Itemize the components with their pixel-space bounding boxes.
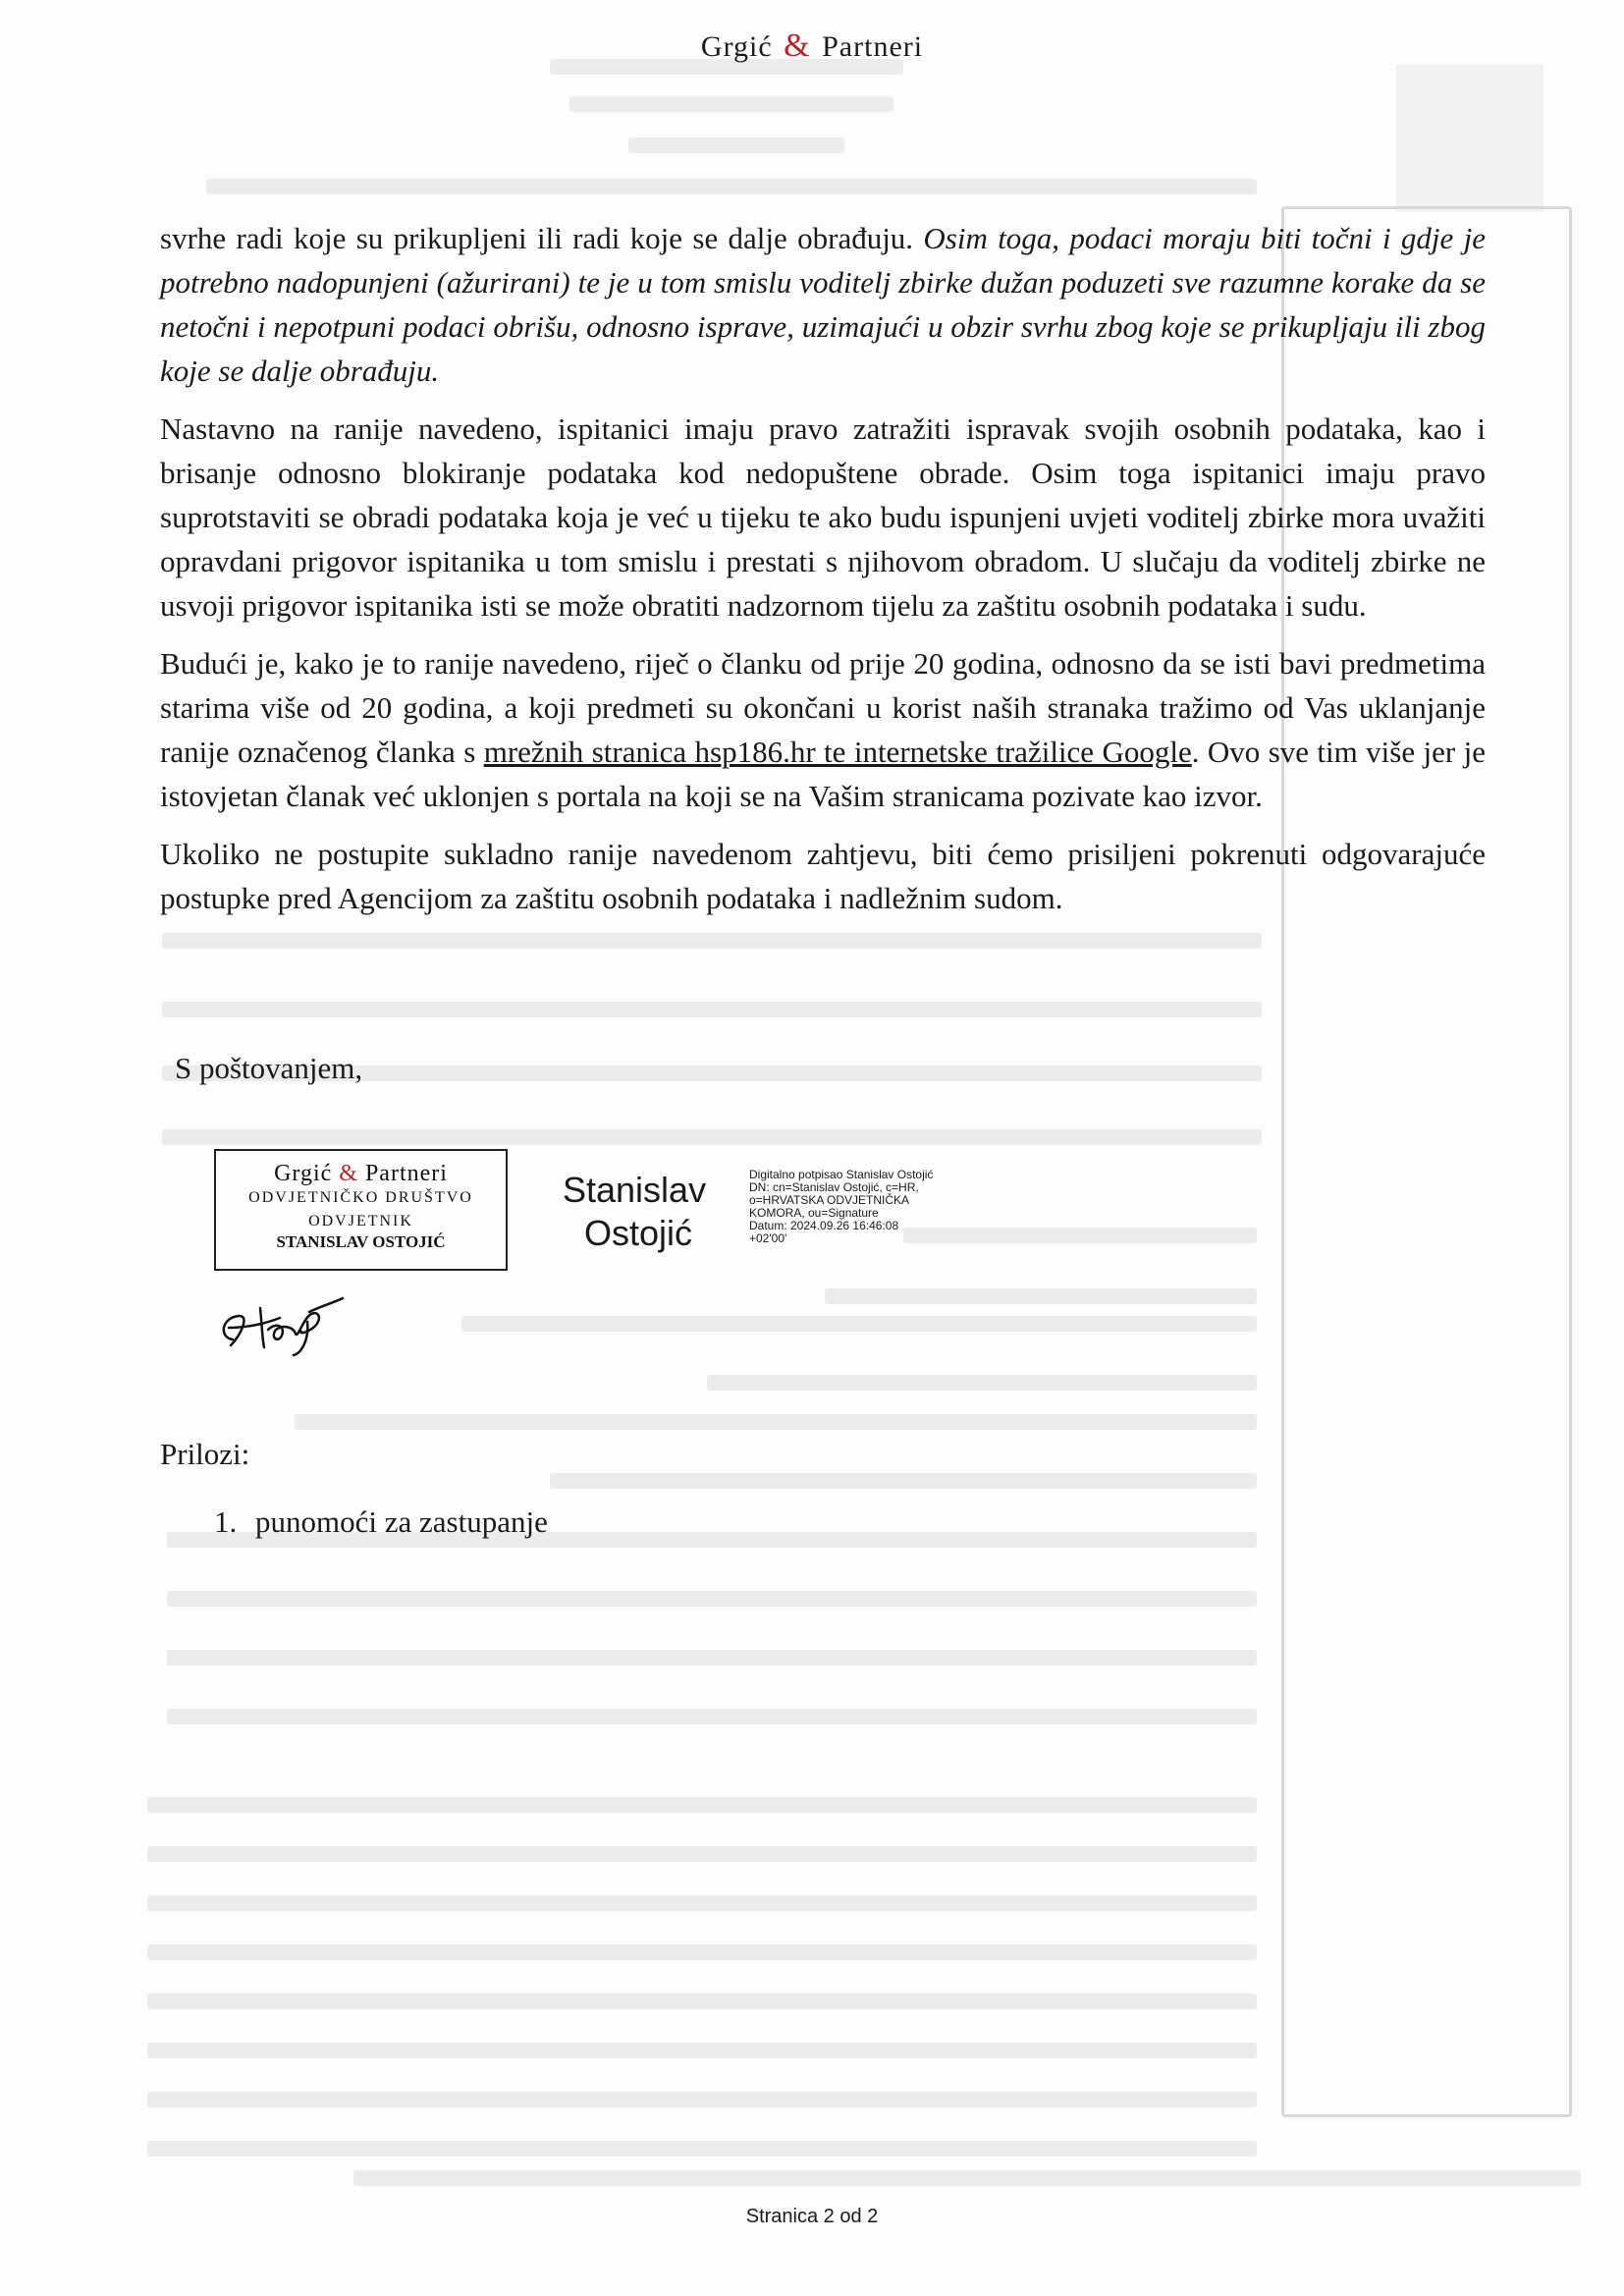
page-number: Stranica 2 od 2 bbox=[745, 2206, 879, 2227]
dsig-line: Datum: 2024.09.26 16:46:08 bbox=[749, 1219, 899, 1232]
law-office-stamp bbox=[214, 1149, 508, 1271]
paragraph-4: Ukoliko ne postupite sukladno ranije navedenom zahtjevu, biti ćemo prisiljeni pokrenuti odgovarajuće postupke pred Agencijom za zaštitu osobnih podataka i nadležnim sudom. bbox=[160, 837, 1486, 915]
paragraph-3-start: Budući je, kako je to ranije navedeno, riječ o članku od prije 20 godina, odnosno da se isti bavi predmetima starima više od 20 godina, a koji predmeti su okončani u korist naših stranaka tražimo od Vas uklanjanje ranije označenog članka s bbox=[160, 646, 1486, 769]
stamp-brand bbox=[216, 1161, 506, 1187]
stamp-attorney-name: STANISLAV OSTOJIĆ bbox=[276, 1232, 446, 1251]
brand-right: Partneri bbox=[822, 30, 924, 63]
signer-first-name: Stanislav bbox=[563, 1170, 707, 1210]
signer-name bbox=[563, 1169, 706, 1255]
paragraph-3-end: . Ovo sve tim više jer je istovjetan članak već uklonjen s portala na koji se na Vašim stranicama pozivate kao izvor. bbox=[160, 735, 1487, 813]
stamp-firm-type: ODVJETNIČKO DRUŠTVO bbox=[248, 1189, 473, 1206]
dsig-line: Digitalno potpisao Stanislav Ostojić bbox=[749, 1168, 934, 1181]
attachment-text: punomoći za zastupanje bbox=[255, 1504, 548, 1539]
dsig-line: o=HRVATSKA ODVJETNIČKA bbox=[749, 1193, 910, 1207]
closing-salutation: S poštovanjem, bbox=[175, 1051, 363, 1085]
paragraph-1-italic: Osim toga, podaci moraju biti točni i gdje je potrebno nadopunjeni (ažurirani) te je u tom smislu voditelj zbirke dužan poduzeti sve razumne korake da se netočni i nepotpuni podaci obrišu, odnosno isprave, uzimajući u obzir svrhu zbog koje se prikupljaju ili zbog koje se dalje obrađuju. bbox=[160, 221, 1487, 388]
paragraph-2: Nastavno na ranije navedeno, ispitanici imaju pravo zatražiti ispravak svojih osobnih podataka, kao i brisanje odnosno blokiranje podataka kod nedopuštene obrade. Osim toga ispitanici imaju pravo suprotstaviti se obradi podataka koja je već u tijeku te ako budu ispunjeni uvjeti voditelj zbirke mora uvažiti opravdani prigovor ispitanika u tom smislu i prestati s njihovom obradom. U slučaju da voditelj zbirke ne usvoji prigovor ispitanika isti se može obratiti nadzornom tijelu za zaštitu osobnih podataka i sudu. bbox=[160, 411, 1486, 623]
brand-ampersand-mark: & bbox=[784, 27, 811, 64]
attachments-title: Prilozi: bbox=[160, 1437, 250, 1471]
attachment-number: 1. bbox=[214, 1504, 238, 1539]
letter-body bbox=[160, 216, 1486, 934]
stamp-brand-right: Partneri bbox=[364, 1161, 448, 1186]
stamp-ampersand-mark: & bbox=[339, 1161, 358, 1186]
stamp-brand-left: Grgić bbox=[274, 1161, 333, 1186]
attachment-item bbox=[214, 1504, 548, 1540]
stamp-title: ODVJETNIK bbox=[308, 1213, 413, 1230]
dsig-line: KOMORA, ou=Signature bbox=[749, 1206, 879, 1220]
handwritten-signature bbox=[211, 1288, 349, 1357]
paragraph-1 bbox=[160, 216, 1486, 393]
digital-signature-info bbox=[749, 1169, 985, 1245]
underlined-sites: mrežnih stranica hsp186.hr te internetske tražilice Google bbox=[483, 735, 1192, 769]
signer-last-name: Ostojić bbox=[584, 1213, 693, 1253]
paragraph-1-plain: svrhe radi koje su prikupljeni ili radi koje se dalje obrađuju. bbox=[160, 221, 924, 255]
dsig-line: DN: cn=Stanislav Ostojić, c=HR, bbox=[749, 1180, 919, 1194]
reverse-side-seal bbox=[1396, 65, 1543, 212]
paragraph-3 bbox=[160, 641, 1486, 818]
letterhead-logo bbox=[0, 27, 1624, 65]
dsig-line: +02'00' bbox=[749, 1231, 787, 1245]
brand-left: Grgić bbox=[700, 30, 773, 63]
